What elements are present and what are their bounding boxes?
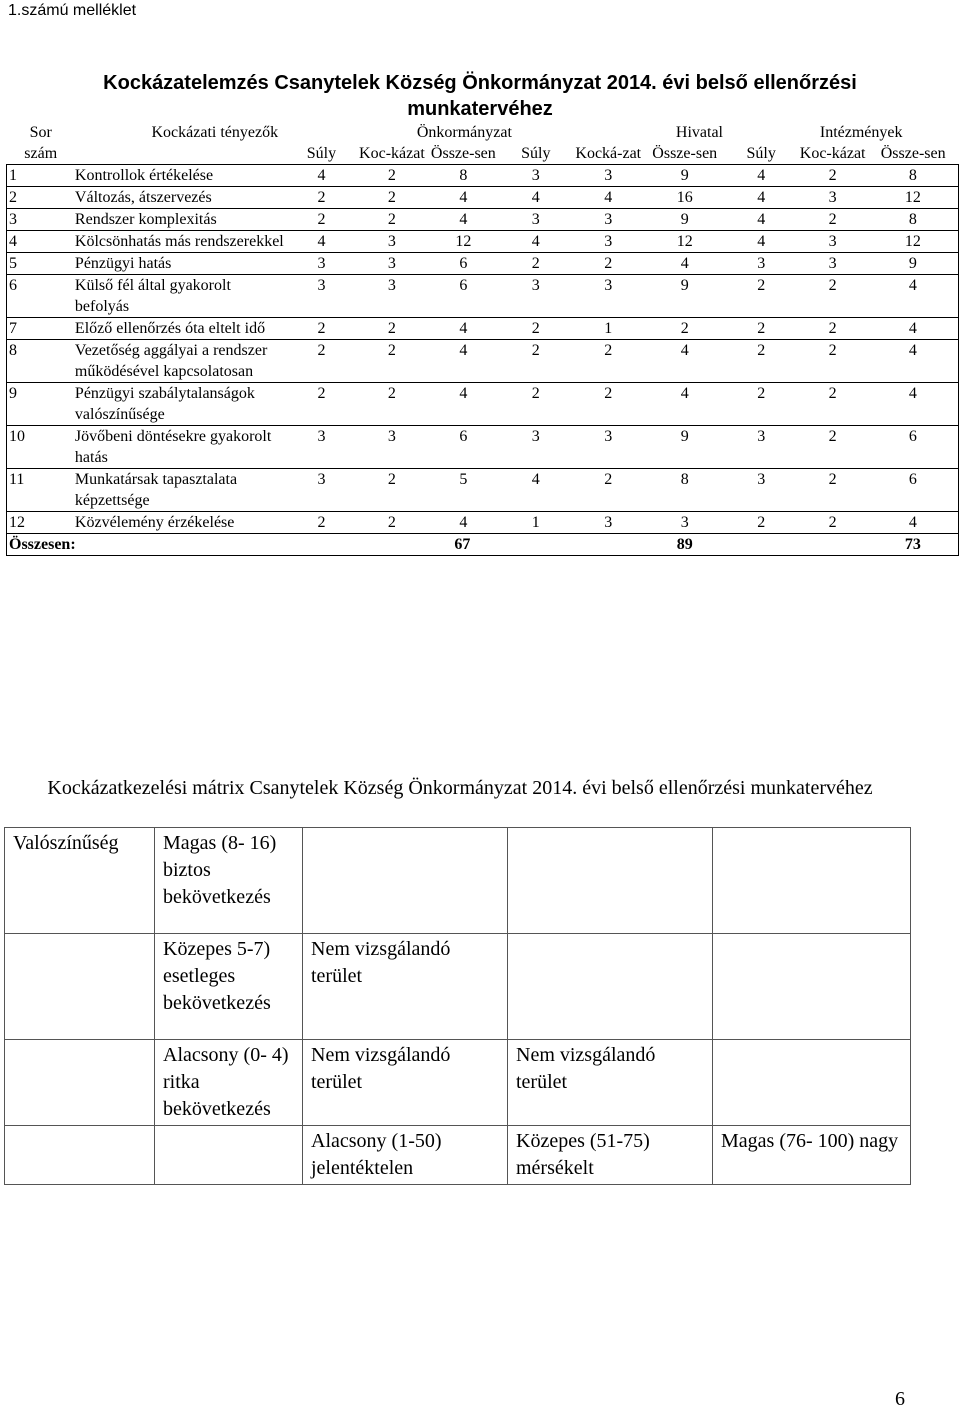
value-cell: 1: [572, 318, 644, 340]
table-row: [7, 275, 959, 318]
value-cell: 4: [500, 231, 572, 253]
risk-factor: Közvélemény érzékelése: [75, 512, 286, 534]
matrix-cell: [713, 828, 911, 934]
header-onkormanyzat: Önkormányzat: [416, 124, 512, 141]
value-cell: 2: [797, 340, 867, 383]
table-row: [7, 253, 959, 275]
totals-label: Összesen:: [7, 534, 428, 556]
matrix-cell-not-examined: Nem vizsgálandó terület: [303, 1040, 508, 1126]
value-cell: 1: [500, 512, 572, 534]
value-cell: 2: [357, 469, 427, 512]
value-cell: 4: [725, 231, 797, 253]
value-cell: 3: [725, 253, 797, 275]
value-cell: 6: [427, 275, 499, 318]
value-cell: 3: [357, 275, 427, 318]
value-cell: 2: [797, 383, 867, 426]
row-number: 7: [7, 318, 75, 340]
value-cell: 4: [725, 187, 797, 209]
value-cell: 2: [797, 165, 867, 187]
value-cell: 9: [868, 253, 959, 275]
annex-label: 1.számú melléklet: [8, 2, 137, 19]
total-hivatal: 89: [644, 534, 725, 556]
row-number: 3: [7, 209, 75, 231]
value-cell: 4: [725, 209, 797, 231]
value-cell: 4: [427, 187, 499, 209]
value-cell: 2: [797, 318, 867, 340]
table-row: [7, 340, 959, 383]
value-cell: 4: [868, 512, 959, 534]
header-row-groups: [7, 122, 959, 143]
value-cell: 3: [725, 469, 797, 512]
row-number: 5: [7, 253, 75, 275]
table-row: [7, 209, 959, 231]
row-number: 6: [7, 275, 75, 318]
header-sub-cell: Koc-kázat: [357, 143, 427, 165]
table-row: [7, 318, 959, 340]
value-cell: 5: [427, 469, 499, 512]
value-cell: 2: [357, 187, 427, 209]
header-sub-cell: Súly: [725, 143, 797, 165]
value-cell: 12: [644, 231, 725, 253]
header-row-sub: [7, 143, 959, 165]
value-cell: 2: [797, 275, 867, 318]
value-cell: 4: [572, 187, 644, 209]
total-onkormanyzat: 67: [427, 534, 499, 556]
value-cell: 3: [500, 275, 572, 318]
value-cell: 3: [500, 426, 572, 469]
risk-factor: Pénzügyi szabálytalanságok valószínűsége: [75, 383, 286, 426]
row-number: 1: [7, 165, 75, 187]
value-cell: 2: [357, 512, 427, 534]
header-sor: Sor: [29, 124, 52, 141]
value-cell: 3: [572, 512, 644, 534]
value-cell: 9: [644, 426, 725, 469]
risk-factor: Pénzügyi hatás: [75, 253, 286, 275]
value-cell: 2: [357, 165, 427, 187]
value-cell: 3: [572, 426, 644, 469]
risk-factor: Jövőbeni döntésekre gyakorolt hatás: [75, 426, 286, 469]
row-number: 4: [7, 231, 75, 253]
value-cell: 3: [725, 426, 797, 469]
table-row: [7, 426, 959, 469]
value-cell: 4: [644, 340, 725, 383]
value-cell: 4: [427, 383, 499, 426]
matrix-row-mid: Közepes 5-7) esetleges bekövetkezés: [155, 934, 303, 1040]
header-sub-cell: Koc-kázat: [797, 143, 867, 165]
value-cell: 12: [868, 231, 959, 253]
value-cell: 4: [286, 231, 356, 253]
value-cell: 3: [357, 426, 427, 469]
value-cell: 2: [357, 340, 427, 383]
value-cell: 6: [868, 469, 959, 512]
value-cell: 2: [286, 187, 356, 209]
header-sub-cell: Kocká-zat: [572, 143, 644, 165]
risk-factor: Kölcsönhatás más rendszerekkel: [75, 231, 286, 253]
header-sub-cell: Össze-sen: [868, 143, 959, 165]
value-cell: 2: [644, 318, 725, 340]
row-number: 10: [7, 426, 75, 469]
value-cell: 4: [868, 383, 959, 426]
header-factors: Kockázati tényezők: [151, 124, 279, 141]
header-sub-cell: Össze-sen: [427, 143, 499, 165]
value-cell: 4: [868, 275, 959, 318]
risk-factor: Kontrollok értékelése: [75, 165, 286, 187]
value-cell: 2: [286, 340, 356, 383]
matrix-cell-not-examined: Nem vizsgálandó terület: [508, 1040, 713, 1126]
value-cell: 4: [725, 165, 797, 187]
value-cell: 2: [797, 209, 867, 231]
value-cell: 4: [868, 340, 959, 383]
value-cell: 2: [797, 469, 867, 512]
risk-factor: Munkatársak tapasztalata képzettsége: [75, 469, 286, 512]
matrix-axis-label: Valószínűség: [5, 828, 155, 934]
value-cell: 4: [500, 187, 572, 209]
row-number: 8: [7, 340, 75, 383]
matrix-cell-not-examined: Nem vizsgálandó terület: [303, 934, 508, 1040]
value-cell: 2: [725, 275, 797, 318]
risk-factor: Rendszer komplexitás: [75, 209, 286, 231]
value-cell: 8: [644, 469, 725, 512]
value-cell: 3: [357, 231, 427, 253]
value-cell: 3: [286, 426, 356, 469]
value-cell: 3: [357, 253, 427, 275]
matrix-col-high: Magas (76- 100) nagy: [713, 1126, 911, 1185]
value-cell: 2: [357, 209, 427, 231]
matrix-col-low: Alacsony (1-50) jelentéktelen: [303, 1126, 508, 1185]
risk-factor: Vezetőség aggályai a rendszer működésével kapcsolatosan: [75, 340, 286, 383]
risk-factor: Előző ellenőrzés óta eltelt idő: [75, 318, 286, 340]
matrix-cell: [303, 828, 508, 934]
matrix-cell: [713, 1040, 911, 1126]
value-cell: 3: [286, 275, 356, 318]
risk-matrix: [4, 827, 911, 1185]
risk-factor: Változás, átszervezés: [75, 187, 286, 209]
value-cell: 2: [572, 469, 644, 512]
value-cell: 3: [500, 165, 572, 187]
value-cell: 9: [644, 165, 725, 187]
table-row: [7, 187, 959, 209]
matrix-cell: [508, 828, 713, 934]
header-sub-cell: Súly: [286, 143, 356, 165]
value-cell: 2: [725, 512, 797, 534]
value-cell: 2: [725, 318, 797, 340]
matrix-col-mid: Közepes (51-75) mérsékelt: [508, 1126, 713, 1185]
table-row: [7, 469, 959, 512]
row-number: 12: [7, 512, 75, 534]
header-sub-cell: Súly: [500, 143, 572, 165]
matrix-title: Kockázatkezelési mátrix Csanytelek Község Önkormányzat 2014. évi belső ellenőrzési munkatervéhez: [47, 777, 873, 799]
value-cell: 6: [427, 426, 499, 469]
value-cell: 4: [427, 209, 499, 231]
value-cell: 2: [500, 383, 572, 426]
value-cell: 4: [427, 318, 499, 340]
value-cell: 2: [357, 318, 427, 340]
value-cell: 2: [286, 512, 356, 534]
value-cell: 3: [797, 187, 867, 209]
value-cell: 12: [868, 187, 959, 209]
value-cell: 4: [427, 340, 499, 383]
value-cell: 3: [286, 469, 356, 512]
row-number: 9: [7, 383, 75, 426]
value-cell: 4: [500, 469, 572, 512]
value-cell: 3: [797, 231, 867, 253]
value-cell: 9: [644, 275, 725, 318]
value-cell: 3: [644, 512, 725, 534]
value-cell: 2: [500, 340, 572, 383]
table-row: [7, 512, 959, 534]
value-cell: 2: [797, 426, 867, 469]
value-cell: 3: [572, 231, 644, 253]
totals-row: [7, 534, 959, 556]
matrix-cell: [508, 934, 713, 1040]
header-intezmenyek: Intézmények: [819, 124, 903, 141]
value-cell: 4: [644, 383, 725, 426]
value-cell: 4: [644, 253, 725, 275]
risk-factor: Külső fél által gyakorolt befolyás: [75, 275, 286, 318]
value-cell: 2: [500, 318, 572, 340]
value-cell: 2: [572, 383, 644, 426]
value-cell: 6: [427, 253, 499, 275]
table-row: [7, 383, 959, 426]
value-cell: 3: [500, 209, 572, 231]
value-cell: 16: [644, 187, 725, 209]
header-sub-cell: Össze-sen: [644, 143, 725, 165]
value-cell: 2: [572, 253, 644, 275]
value-cell: 4: [868, 318, 959, 340]
table-row: [7, 231, 959, 253]
row-number: 11: [7, 469, 75, 512]
value-cell: 3: [572, 275, 644, 318]
value-cell: 8: [868, 209, 959, 231]
value-cell: 2: [286, 383, 356, 426]
risk-table: [6, 122, 959, 556]
value-cell: 8: [427, 165, 499, 187]
matrix-row-high: Magas (8- 16) biztos bekövetkezés: [155, 828, 303, 934]
value-cell: 4: [286, 165, 356, 187]
table-row: [7, 165, 959, 187]
matrix-cell: [713, 934, 911, 1040]
header-hivatal: Hivatal: [675, 124, 723, 141]
value-cell: 6: [868, 426, 959, 469]
value-cell: 2: [357, 383, 427, 426]
value-cell: 2: [725, 340, 797, 383]
value-cell: 2: [725, 383, 797, 426]
value-cell: 3: [797, 253, 867, 275]
page-number: 6: [895, 1388, 905, 1410]
value-cell: 2: [797, 512, 867, 534]
total-intezmenyek: 73: [868, 534, 959, 556]
row-number: 2: [7, 187, 75, 209]
header-szam: szám: [7, 143, 75, 165]
value-cell: 3: [286, 253, 356, 275]
value-cell: 3: [572, 165, 644, 187]
value-cell: 2: [286, 318, 356, 340]
value-cell: 8: [868, 165, 959, 187]
value-cell: 3: [572, 209, 644, 231]
value-cell: 2: [572, 340, 644, 383]
risk-analysis-title: Kockázatelemzés Csanytelek Község Önkormányzat 2014. évi belső ellenőrzési munkatervéhez: [103, 72, 857, 120]
value-cell: 9: [644, 209, 725, 231]
value-cell: 2: [286, 209, 356, 231]
value-cell: 4: [427, 512, 499, 534]
value-cell: 2: [500, 253, 572, 275]
value-cell: 12: [427, 231, 499, 253]
matrix-row-low: Alacsony (0- 4) ritka bekövetkezés: [155, 1040, 303, 1126]
